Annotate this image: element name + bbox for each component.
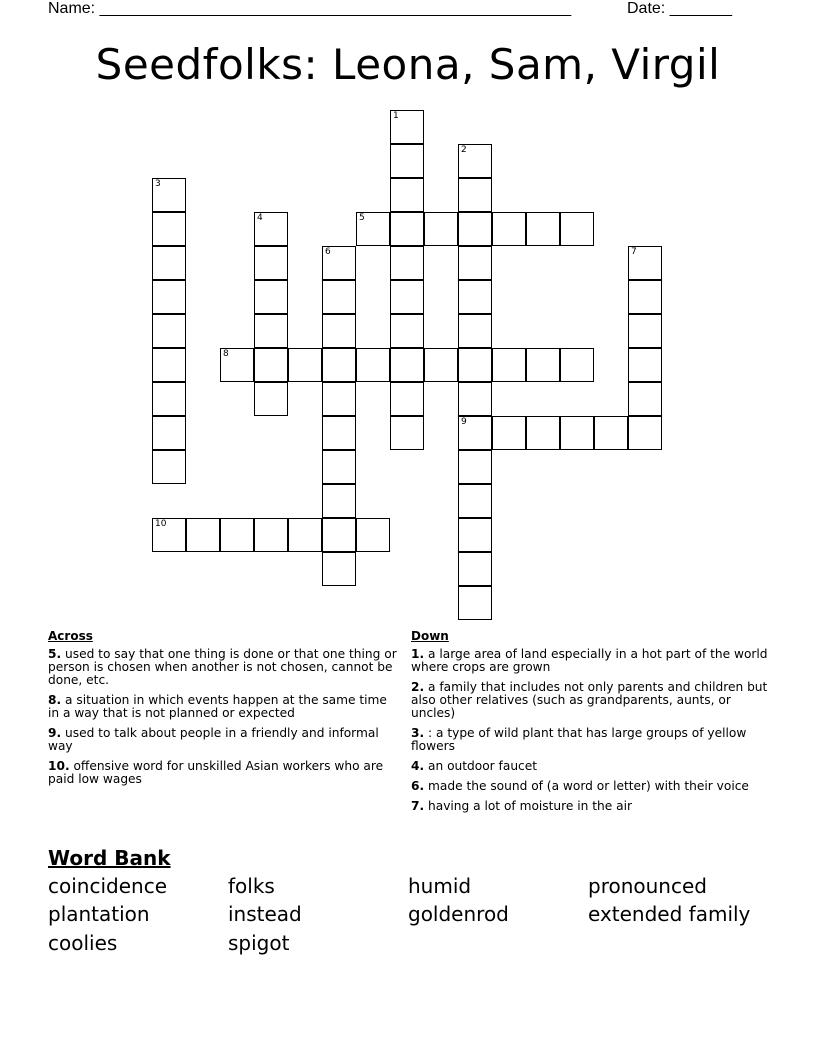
across-heading: Across [48, 629, 93, 643]
grid-cell[interactable] [322, 450, 356, 484]
grid-cell[interactable] [254, 314, 288, 348]
grid-cell[interactable] [458, 212, 492, 246]
grid-cell[interactable] [458, 280, 492, 314]
word-bank-word: coincidence [48, 874, 167, 898]
word-bank-word: humid [408, 874, 472, 898]
grid-cell[interactable] [288, 518, 322, 552]
grid-cell[interactable] [628, 246, 662, 280]
grid-cell[interactable] [220, 348, 254, 382]
word-bank-word: pronounced [588, 874, 707, 898]
grid-cell[interactable] [390, 144, 424, 178]
clue-number: 5 [359, 213, 365, 223]
grid-cell[interactable] [628, 348, 662, 382]
grid-cell[interactable] [458, 178, 492, 212]
grid-cell[interactable] [458, 416, 492, 450]
word-bank-word: extended family [588, 902, 751, 926]
grid-cell[interactable] [322, 518, 356, 552]
grid-cell[interactable] [628, 314, 662, 348]
grid-cell[interactable] [356, 348, 390, 382]
across-clue-8: 8. a situation in which events happen at the same time in a way that is not planned or expected [48, 693, 387, 720]
grid-cell[interactable] [322, 552, 356, 586]
grid-cell[interactable] [152, 382, 186, 416]
down-clues [411, 630, 776, 820]
down-clue-1: 1. a large area of land especially in a hot part of the world where crops are grown [411, 647, 768, 674]
word-bank-title: Word Bank [48, 846, 171, 870]
grid-cell[interactable] [424, 212, 458, 246]
grid-cell[interactable] [458, 518, 492, 552]
grid-cell[interactable] [322, 484, 356, 518]
grid-cell[interactable] [152, 280, 186, 314]
grid-cell[interactable] [152, 348, 186, 382]
word-bank-word: instead [228, 902, 302, 926]
page-title: Seedfolks: Leona, Sam, Virgil [95, 40, 721, 89]
clue-number: 10 [155, 519, 167, 529]
clue-number: 8 [223, 349, 229, 359]
grid-cell[interactable] [322, 348, 356, 382]
grid-cell[interactable] [322, 382, 356, 416]
across-clue-5: 5. used to say that one thing is done or that one thing or person is chosen when another is not chosen, cannot be done, etc. [48, 647, 397, 687]
grid-cell[interactable] [254, 212, 288, 246]
word-bank-word: plantation [48, 902, 150, 926]
grid-cell[interactable] [526, 212, 560, 246]
grid-cell[interactable] [560, 348, 594, 382]
grid-cell[interactable] [390, 246, 424, 280]
grid-cell[interactable] [152, 450, 186, 484]
clue-number: 4 [257, 213, 263, 223]
grid-cell[interactable] [526, 416, 560, 450]
grid-cell[interactable] [390, 280, 424, 314]
grid-cell[interactable] [458, 144, 492, 178]
down-clue-6: 6. made the sound of (a word or letter) with their voice [411, 779, 749, 793]
word-bank-word: coolies [48, 931, 118, 955]
grid-cell[interactable] [492, 212, 526, 246]
grid-cell[interactable] [254, 246, 288, 280]
grid-cell[interactable] [322, 246, 356, 280]
word-bank-word: goldenrod [408, 902, 509, 926]
grid-cell[interactable] [288, 348, 322, 382]
grid-cell[interactable] [152, 246, 186, 280]
word-bank-word: spigot [228, 931, 290, 955]
grid-cell[interactable] [356, 212, 390, 246]
grid-cell[interactable] [492, 416, 526, 450]
grid-cell[interactable] [628, 382, 662, 416]
grid-cell[interactable] [390, 110, 424, 144]
grid-cell[interactable] [254, 348, 288, 382]
across-clue-10: 10. offensive word for unskilled Asian workers who are paid low wages [48, 759, 384, 786]
grid-cell[interactable] [458, 348, 492, 382]
grid-cell[interactable] [560, 416, 594, 450]
grid-cell[interactable] [458, 314, 492, 348]
grid-cell[interactable] [390, 178, 424, 212]
grid-cell[interactable] [356, 518, 390, 552]
name-line: Name: _____________________________________________________ [48, 0, 572, 17]
grid-cell[interactable] [152, 314, 186, 348]
grid-cell[interactable] [254, 518, 288, 552]
grid-cell[interactable] [424, 348, 458, 382]
grid-cell[interactable] [152, 178, 186, 212]
grid-cell[interactable] [526, 348, 560, 382]
clue-number: 2 [461, 145, 467, 155]
down-clue-4: 4. an outdoor faucet [411, 759, 538, 773]
grid-cell[interactable] [152, 416, 186, 450]
clue-number: 7 [631, 247, 637, 257]
grid-cell[interactable] [152, 518, 186, 552]
across-clues [48, 630, 398, 793]
down-clue-7: 7. having a lot of moisture in the air [411, 799, 632, 813]
grid-cell[interactable] [458, 450, 492, 484]
grid-cell[interactable] [458, 552, 492, 586]
grid-cell[interactable] [458, 484, 492, 518]
down-clue-3: 3. : a type of wild plant that has large groups of yellow flowers [411, 726, 747, 753]
grid-cell[interactable] [322, 416, 356, 450]
grid-cell[interactable] [322, 314, 356, 348]
down-heading: Down [411, 629, 449, 643]
clue-number: 9 [461, 417, 467, 427]
grid-cell[interactable] [186, 518, 220, 552]
grid-cell[interactable] [152, 212, 186, 246]
grid-cell[interactable] [458, 246, 492, 280]
grid-cell[interactable] [458, 586, 492, 620]
grid-cell[interactable] [560, 212, 594, 246]
grid-cell[interactable] [220, 518, 254, 552]
grid-cell[interactable] [390, 314, 424, 348]
clue-number: 1 [393, 111, 399, 121]
grid-cell[interactable] [492, 348, 526, 382]
grid-cell[interactable] [628, 416, 662, 450]
grid-cell[interactable] [390, 416, 424, 450]
grid-cell[interactable] [390, 212, 424, 246]
grid-cell[interactable] [254, 280, 288, 314]
grid-cell[interactable] [322, 280, 356, 314]
down-clue-2: 2. a family that includes not only parents and children but also other relatives (such as grandparents, aunts, or uncles) [411, 680, 768, 720]
grid-cell[interactable] [254, 382, 288, 416]
grid-cell[interactable] [594, 416, 628, 450]
across-clue-9: 9. used to talk about people in a friendly and informal way [48, 726, 379, 753]
grid-cell[interactable] [390, 348, 424, 382]
clue-number: 3 [155, 179, 161, 189]
clue-number: 6 [325, 247, 331, 257]
grid-cell[interactable] [628, 280, 662, 314]
grid-cell[interactable] [458, 382, 492, 416]
date-line: Date: _______ [627, 0, 732, 17]
word-bank-word: folks [228, 874, 275, 898]
grid-cell[interactable] [390, 382, 424, 416]
